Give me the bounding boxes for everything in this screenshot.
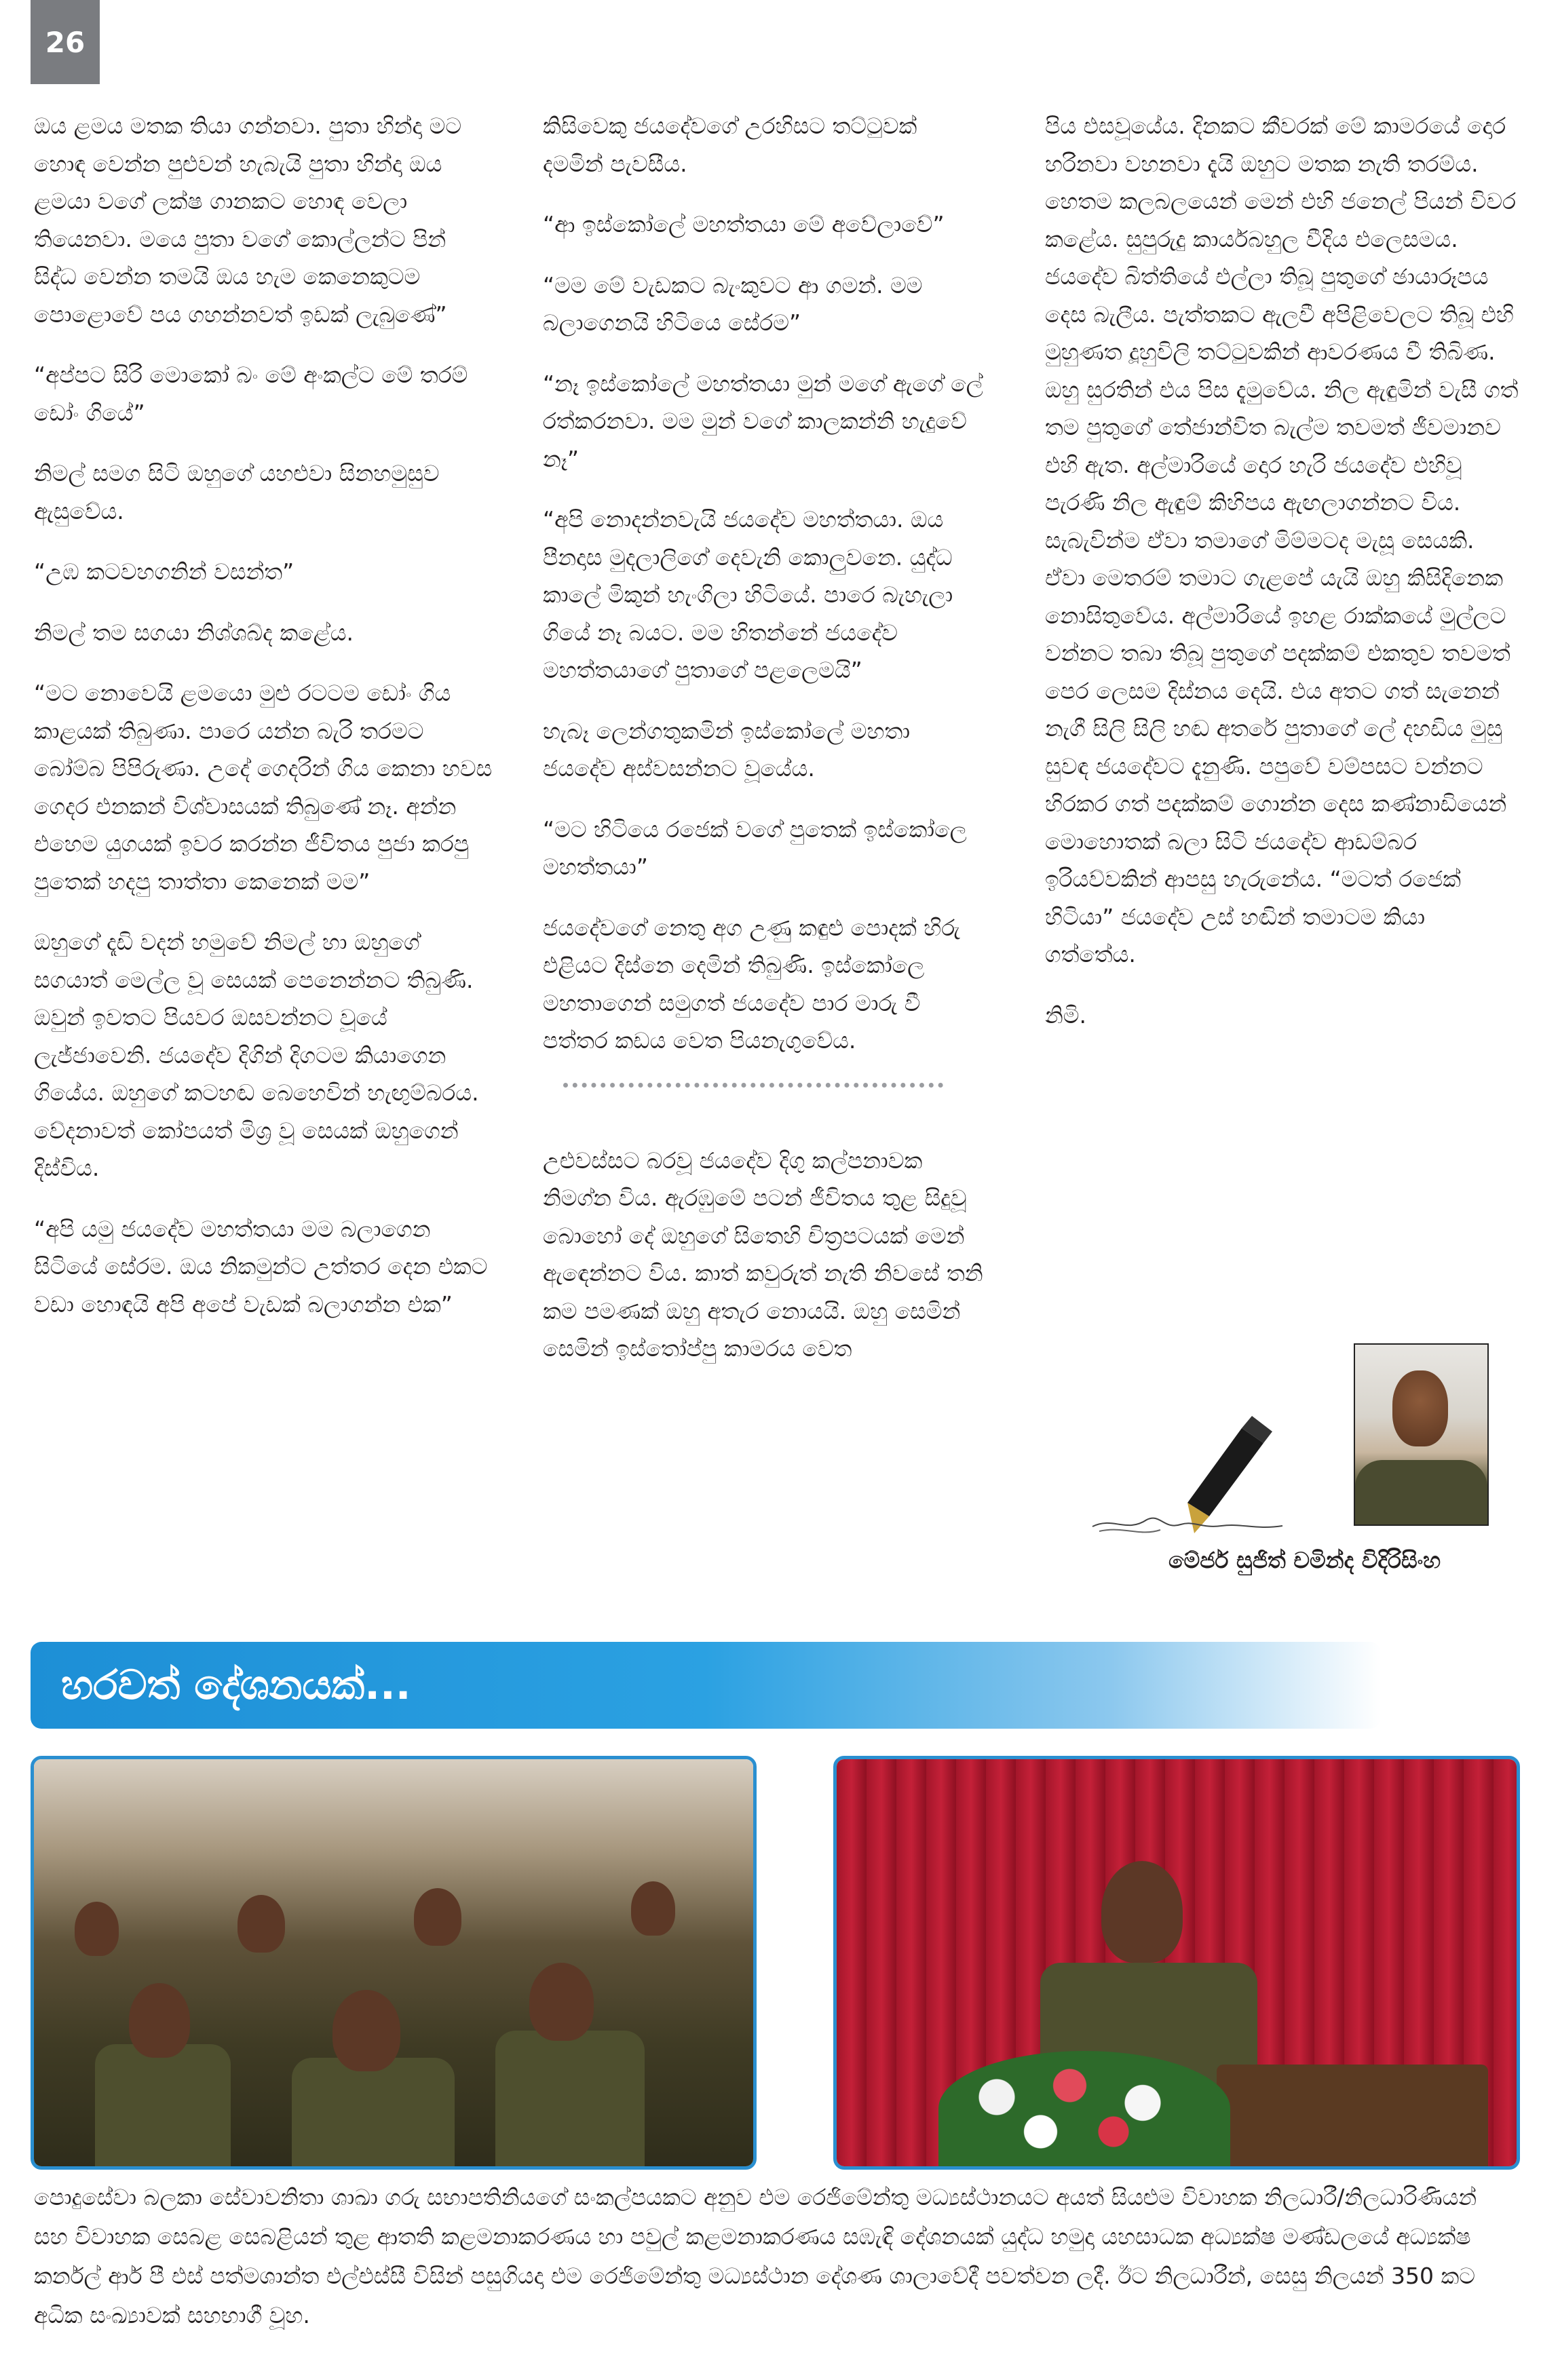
paragraph: “මට නොවෙයි ළමයො මුළු රටටම ඩෝං ගිය කාළයක් තිබුණා. පාරෙ යන්න බැරි තරමට බෝම්බ පිපිරුණා. උදේ ගෙදරින් ගිය කෙනා හවස ගෙදර එනකන් විශ්වාසයක් තිබුණේ නෑ. අන්න එහෙම යුගයක් ඉවර කරන්න ජීවිතය පුජා කරපු පුතෙක් හදපු තාත්තා කෙනෙක් මම” [34, 680, 493, 895]
paragraph: නිමල් තම සගයා නිශ්ශබ්ද කළේය. [34, 619, 354, 646]
paragraph: “උඹ කටවහගනින් වසන්ත” [34, 558, 294, 585]
end-marker: නිමි. [1045, 1001, 1087, 1029]
pen-signature-icon [1086, 1381, 1316, 1543]
paragraph: “අපි යමු ජයදේව මහත්තයා මම බලාගෙන සිටියේ සේරම. ඔය නිකමුන්ට උත්තර දෙන එකට වඩා හොඳයි අපි අපේ වැඩක් බලාගන්න එක” [34, 1215, 488, 1318]
dotted-divider [563, 1083, 943, 1088]
paragraph: ජයදේවගේ නෙතු අග උණු කඳුළු පොදක් හිරු එළියට දිස්නෙ දෙමින් තිබුණි. ඉස්කෝලෙ මහතාගෙන් සමුගත් ජයදේව පාර මාරු වී පත්තර කඩය වෙත පියනැගුවේය. [543, 914, 960, 1054]
speaker-photo [833, 1756, 1520, 2170]
paragraph: “අපි නොදන්නවැයි ජයදේව මහත්තයා. ඔය පීනදාස මුදලාලිගේ දෙවැනි කොලුවනෙ. යුද්ධ කාලේ මිකුන් හැංගිලා හිටියේ. පාරෙ බැහැලා ගියේ නෑ බයට. මම හිතන්නේ ජයදේව මහත්තයාගේ පුතාගේ පළලෙමයි” [543, 506, 953, 683]
author-block [1086, 1343, 1520, 1594]
audience-photo [31, 1756, 757, 2170]
author-name: මේජර් සුජිත් චමින්ද විදිරිසිංහ [1168, 1547, 1441, 1573]
paragraph: “නෑ ඉස්කෝලේ මහත්තයා මුන් මගේ ඇගේ ලේ රත්කරනවා. මම මුන් වගේ කාලකන්නි හැදුවේ නෑ” [543, 370, 983, 472]
paragraph: ඔය ළමය මතක තියා ගන්නවා. පුතා හින්දා මට හොඳ වෙන්න පුළුවන් හැබැයි පුතා හින්දා ඔය ළමයා වගේ ලක්ෂ ගානකට හොඳ වෙලා තියෙනවා. මයෙ පුතා වගේ කොල්ලන්ට පින් සිද්ධ වෙන්න තමයි ඔය හැම කෙනෙකුටම පොළොවේ පය ගහන්නවත් ඉඩක් ලැබුණේ” [34, 113, 462, 328]
paragraph: “මම මේ වැඩකට බැංකුවට ආ ගමන්. මම බලාගෙනයි හිටියෙ සේරම” [543, 271, 923, 336]
paragraph: පිය එසවූයේය. දිනකට කීවරක් මේ කාමරයේ දොර හරිනවා වහනවා දැයි ඔහුට මතක නැති තරම්ය. හෙතම කලබලයෙන් මෙන් එහි ජනෙල් පියන් විවර කළේය. සුපුරුදු කාර්යබහුල වීදිය එලෙසමය. ජයදේව බිත්තියේ එල්ලා තිබූ පුතුගේ ඡායාරූපය දෙස බැලීය. පැත්තකට ඇලවී අපිළිවෙලට තිබූ එහි මුහුණත දූහුවිලි තට්ටුවකින් ආවරණය වී තිබිණ. ඔහු සුරතින් එය පිස දැමුවේය. නිල ඇඳුමින් වැසී ගත් තම පුතුගේ තේජාන්විත බැල්ම තවමත් ජීවමානව එහි ඇත. අල්මාරියේ දොර හැරි ජයදේව එහිවූ පැරණි නිල ඇඳුම් කිහිපය ඇඟලාගන්නට විය. සැබැවින්ම ඒවා තමාගේ මිම්මටද මැසූ සෙයකි. ඒවා මෙතරම් තමාට ගැළපේ යැයි ඔහු කිසිදිනෙක නොසිතුවේය. අල්මාරියේ ඉහළ රාක්කයේ මුල්ලට වන්නට තබා තිබූ පුතුගේ පදක්කම් එකතුව තවමත් පෙර ලෙසම දිස්නය දෙයි. එය අතට ගත් සැනෙන් නැගී සිලි සිලි හඬ අතරේ පුතාගේ ලේ දහඩිය මුසු සුවඳ ජයදේවට දැනුණි. පපුවේ වම්පසට වන්නට හිරකර ගත් පදක්කම් ගොන්න දෙස කණ්නාඩියෙන් මොහොතක් බලා සිටි ජයදේව ආඩම්බර ඉරියව්වකින් ආපසු හැරුනේය. “මටත් රජෙක් හිටියා” ජයදේව උස් හඬින් තමාටම කියා ගත්තේය. [1045, 113, 1519, 967]
paragraph: උළුවස්සට බරවූ ජයදේව දිගු කල්පනාවක නිමග්න විය. ඇරඹුමේ පටන් ජීවිතය තුළ සිදුවූ බොහෝ දේ ඔහුගේ සිතෙහි චිත්‍රපටයක් මෙන් ඇඳෙන්නට විය. කාත් කවුරුත් නැති නිවසේ තනි කම පමණක් ඔහු අතැර නොයයි. ඔහු සෙමින් සෙමින් ඉස්තෝප්පු කාමරය වෙත [543, 1147, 983, 1362]
photo-caption: පොදුසේවා බලකා සේවාවනිතා ශාඛා ගරු සභාපතිනියගේ සංකල්පයකට අනුව එම රෙජිමේන්තු මධ්‍යස්ථානයට අයත් සියළුම විවාහක නිලධාරී/නිලධාරිණියන් සහ විවාහක සෙබළ සෙබළියන් තුළ ආතති කළමනාකරණය හා පවුල් කළමනාකරණය සඹැඳි දේශනයක් යුද්ධ හමුදා යහසාධක අධ්‍යක්ෂ මණ්ඩලයේ අධ්‍යක්ෂ කර්නල් ආර් පී එස් පත්මශාන්ත එල්එස්සී විසින් පසුගියදා එම රෙජිමේන්තු මධ්‍යස්ථාන දේශණ ශාලාවේදී පවත්වන ලදී. ඊට නිලධාරීන්, සෙසු නිලයන් 350 කට අධික සංඛ්‍යාවක් සහභාගී වූහ. [34, 2184, 1477, 2328]
article-column-3 [1045, 107, 1520, 1057]
paragraph: ඔහුගේ දෑඩි වදන් හමුවේ නිමල් හා ඔහුගේ සගයාත් මෙල්ල වූ සෙයක් පෙනෙන්නට තිබුණි. ඔවුන් ඉවතට පියවර ඔසවන්නට වූයේ ලැජ්ජාවෙනි. ජයදේව දිගින් දිගටම කියාගෙන ගියේය. ඔහුගේ කටහඬ බෙහෙවින් හැඟුම්බරය. වේදනාවත් කෝපයත් මිශ්‍ර වූ සෙයක් ඔහුගෙන් දිස්විය. [34, 929, 479, 1181]
paragraph: “අප්පට සිරි මොකෝ බං මේ අංකල්ට මේ තරම් ඩෝං ගියේ” [34, 362, 468, 426]
paragraph: කිසිවෙකු ජයදේවගේ උරහිසට තට්ටුවක් දමමින් පැවසීය. [543, 113, 917, 177]
section-title: හරවත් දේශනයක්... [61, 1662, 411, 1709]
page-number: 26 [31, 0, 100, 84]
paragraph: නිමල් සමග සිටි ඔහුගේ යහළුවා සිනහමුසුව ඇසුවේය. [34, 460, 440, 524]
author-portrait [1354, 1343, 1489, 1526]
paragraph: “ආ ඉස්කෝලේ මහත්තයා මේ අවේලාවේ” [543, 211, 945, 237]
section-banner [31, 1642, 1381, 1729]
article-column-1 [34, 107, 495, 1346]
article-column-2 [543, 107, 984, 1391]
paragraph: හැබෑ ලෙන්ගතුකමින් ඉස්කෝලේ මහතා ජයදේව අස්වසන්නට වූයේය. [543, 717, 911, 782]
paragraph: “මට හිටියෙ රජෙක් වගේ පුතෙක් ඉස්කෝලෙ මහත්තයා” [543, 815, 967, 880]
